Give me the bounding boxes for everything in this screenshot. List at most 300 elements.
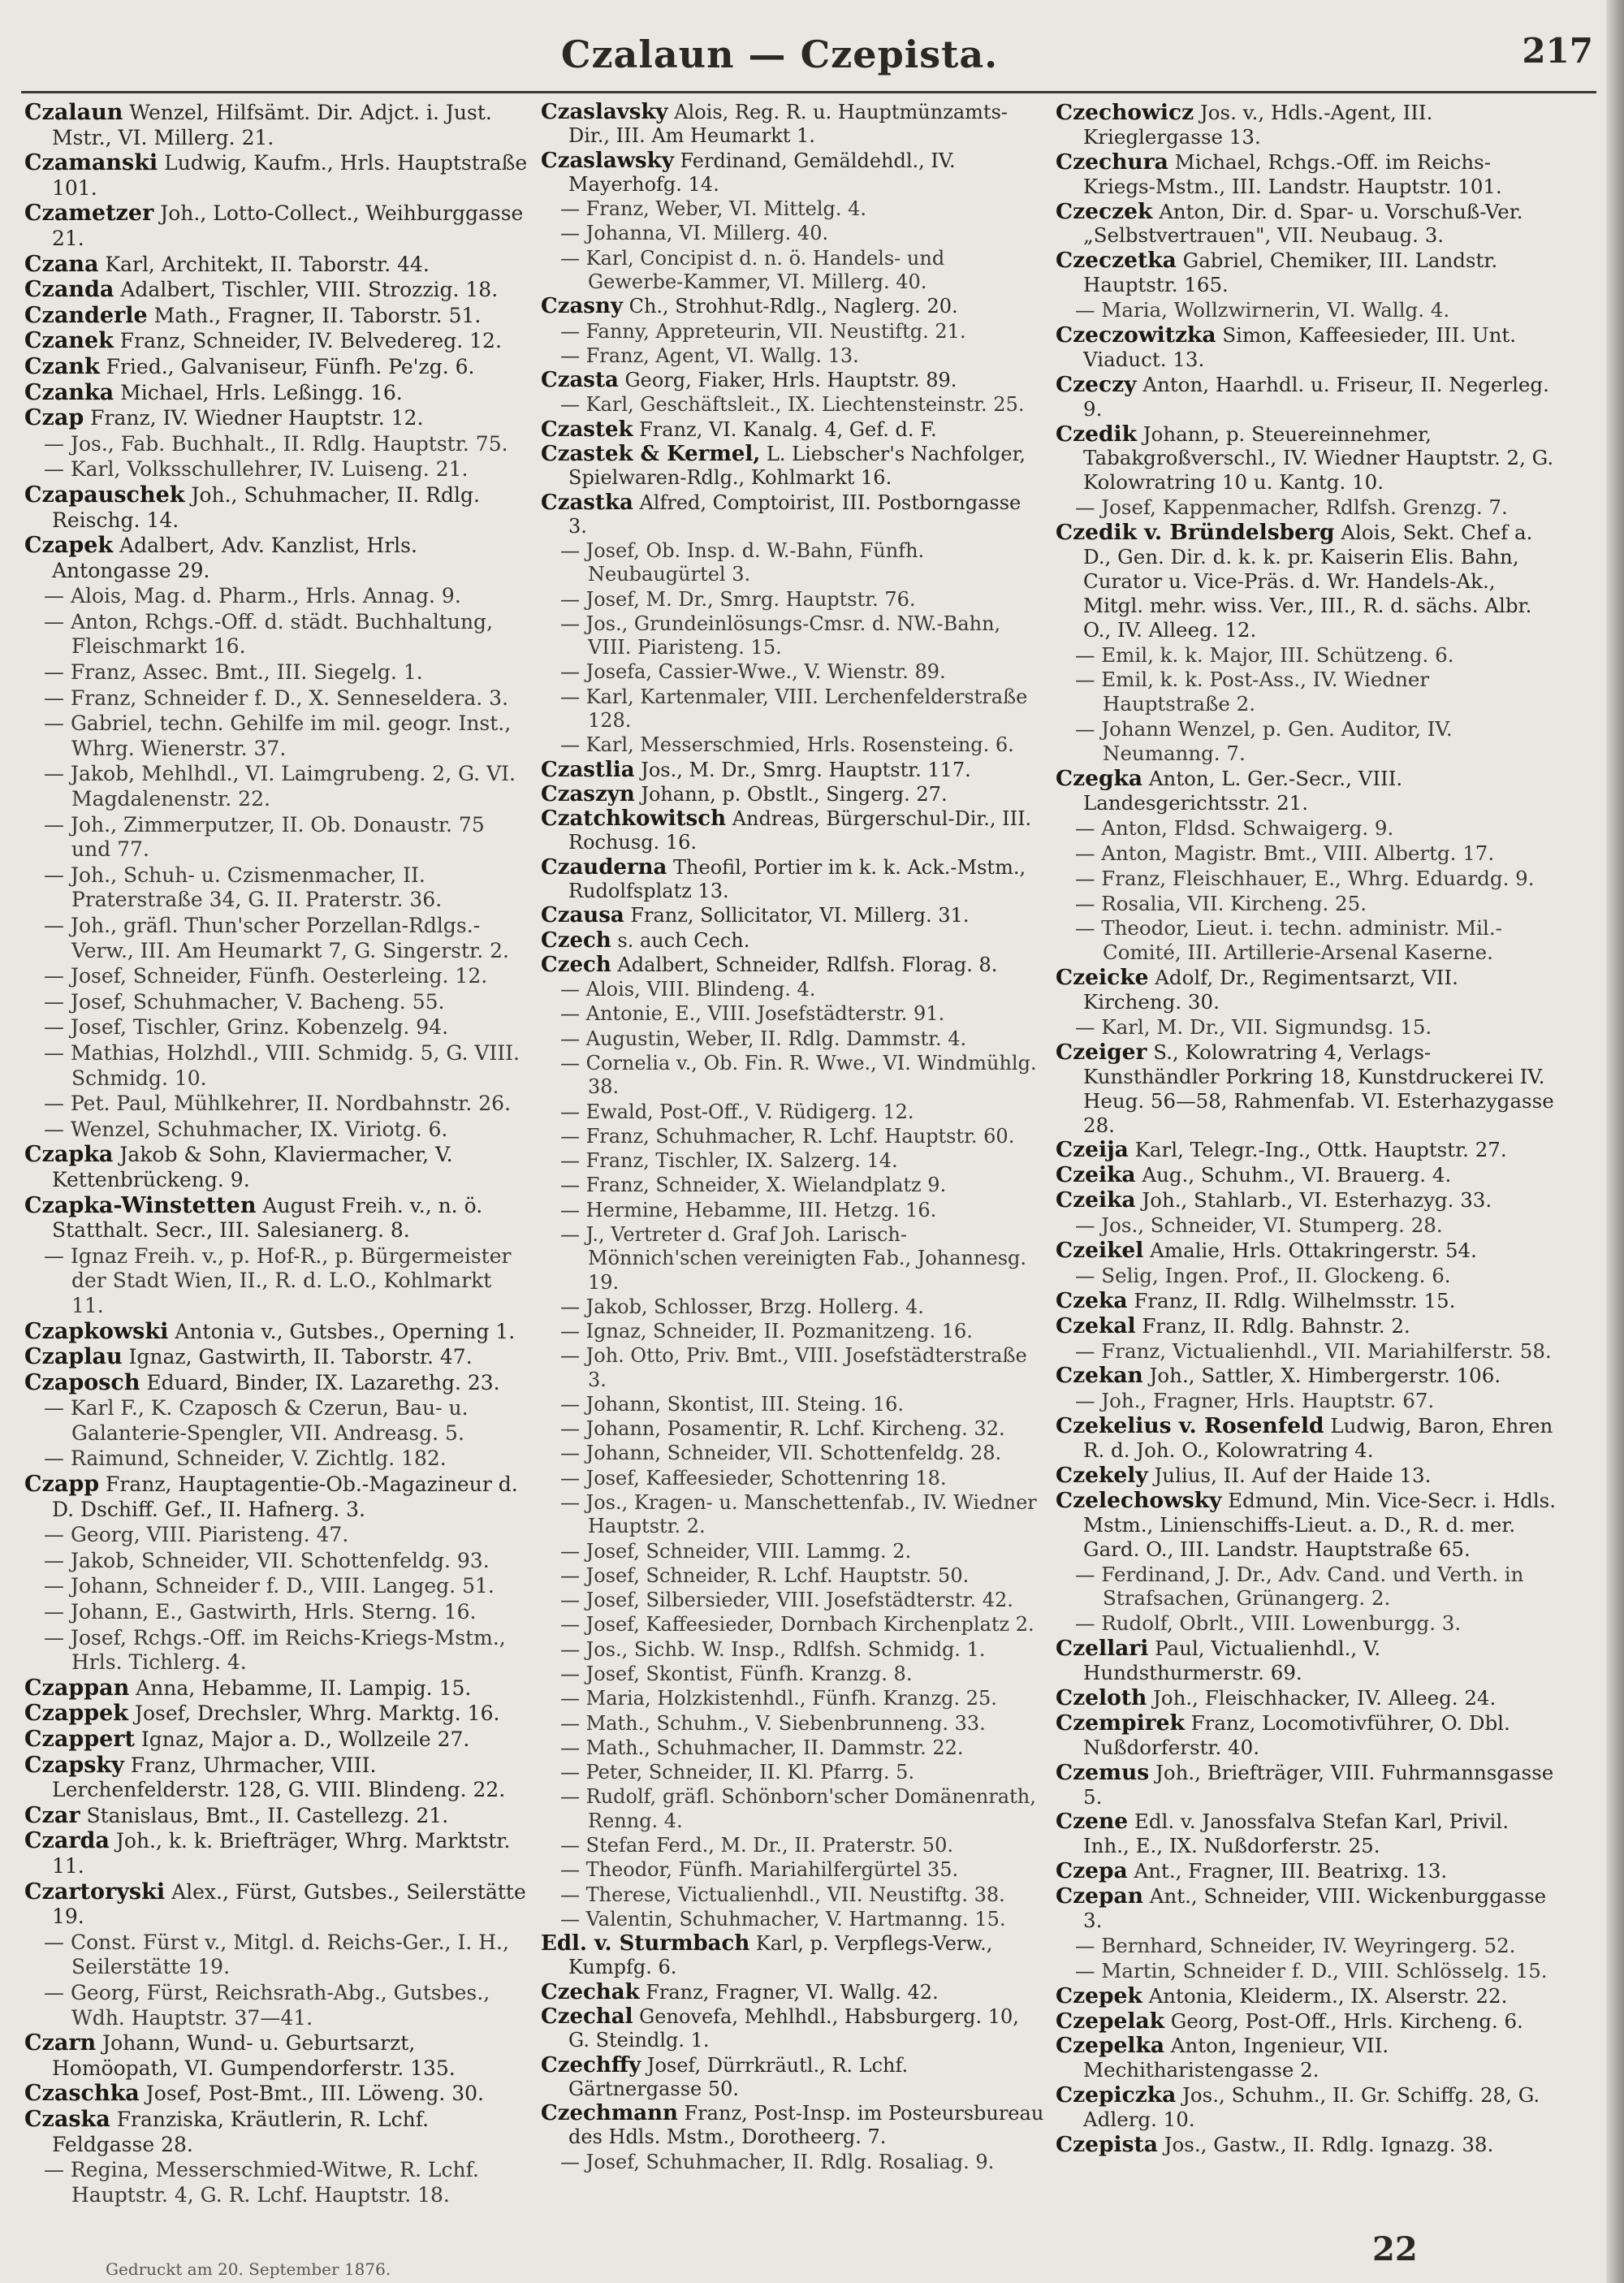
subentry-dash: — <box>560 197 586 221</box>
directory-subentry <box>1056 1339 1559 1364</box>
entry-surname: Czappek <box>24 1701 128 1727</box>
subentry-dash: — <box>560 1539 586 1563</box>
entry-details: Franziska, Kräutlerin, R. Lchf. Feldgasse 28. <box>52 2107 430 2156</box>
subentry-details: Gabriel, techn. Gehilfe im mil. geogr. Inst., Whrg. Wienerstr. 37. <box>70 711 512 760</box>
subentry-dash: — <box>44 609 71 633</box>
subentry-details: Hermine, Hebamme, III. Hetzg. 16. <box>585 1198 937 1221</box>
directory-subentry <box>24 1931 528 1980</box>
subentry-dash: — <box>560 978 586 1001</box>
directory-entry <box>24 381 528 406</box>
entry-details: Franz, Sollicitator, VI. Millerg. 31. <box>630 904 970 927</box>
directory-entry <box>24 534 528 583</box>
directory-entry <box>24 1880 528 1930</box>
directory-entry <box>1056 1040 1559 1138</box>
subentry-details: Peter, Schneider, II. Kl. Pfarrg. 5. <box>585 1761 915 1784</box>
subentry-details: Joh. Otto, Priv. Bmt., VIII. Josefstädterstraße 3. <box>585 1344 1027 1391</box>
directory-subentry <box>24 1600 528 1625</box>
entry-details: Antonia, Kleiderm., IX. Alserstr. 22. <box>1148 1983 1508 2008</box>
entry-details: Ant., Fragner, III. Beatrixg. 13. <box>1134 1859 1448 1883</box>
directory-subentry <box>1056 867 1559 891</box>
directory-subentry <box>1056 717 1559 766</box>
subentry-details: Franz, Schneider, X. Wielandplatz 9. <box>585 1174 947 1197</box>
subentry-dash: — <box>560 733 586 757</box>
subentry-details: Joh., Fragner, Hrls. Hauptstr. 67. <box>1101 1389 1435 1413</box>
subentry-details: Johann Wenzel, p. Gen. Auditor, IV. Neumanng. 7. <box>1101 717 1453 766</box>
subentry-dash: — <box>560 539 586 563</box>
subentry-details: Alois, VIII. Blindeng. 4. <box>585 978 816 1001</box>
entry-details: Anton, Dir. d. Spar- u. Vorschuß-Ver. „Selbstvertrauen", VII. Neubaug. 3. <box>1083 199 1523 248</box>
entry-surname: Czaszyn <box>541 781 635 806</box>
subentry-dash: — <box>44 660 71 685</box>
subentry-dash: — <box>44 1117 71 1141</box>
entry-details: Jos. v., Hdls.-Agent, III. Krieglergasse 13. <box>1083 101 1433 149</box>
directory-entry <box>1056 1859 1559 1883</box>
subentry-dash: — <box>1075 1389 1102 1413</box>
directory-subentry <box>541 320 1044 344</box>
entry-details: Franz, VI. Kanalg. 4, Gef. d. F. <box>639 417 937 441</box>
entry-details: Johann, p. Steuereinnehmer, Tabakgroßverschl., IV. Wiedner Hauptstr. 2, G. Kolowratring 10 u. Kantg. 10. <box>1083 422 1554 495</box>
directory-subentry <box>1056 668 1559 716</box>
directory-entry <box>24 1829 528 1879</box>
directory-subentry <box>541 1564 1044 1588</box>
subentry-dash: — <box>560 1833 586 1857</box>
entry-details: Johann, Wund- u. Geburtsarzt, Homöopath, VI. Gumpendorferstr. 135. <box>52 2031 456 2080</box>
entry-details: Joh., Sattler, X. Himbergerstr. 106. <box>1149 1364 1501 1388</box>
entry-details: Eduard, Binder, IX. Lazarethg. 23. <box>146 1370 500 1394</box>
entry-surname: Czappert <box>24 1727 135 1752</box>
entry-surname: Czepa <box>1056 1858 1128 1884</box>
entry-details: Franz, Uhrmacher, VIII. Lerchenfelderstr. 128, G. VIII. Blindeng. 22. <box>52 1753 506 1802</box>
directory-entry <box>1056 1414 1559 1463</box>
subentry-details: Johann, Schneider, VII. Schottenfeldg. 28. <box>585 1442 1002 1465</box>
entry-surname: Czarda <box>24 1828 110 1854</box>
entry-details: Adolf, Dr., Regimentsarzt, VII. Kircheng. 30. <box>1083 966 1458 1014</box>
subentry-details: Anton, Fldsd. Schwaigerg. 9. <box>1101 815 1394 840</box>
entry-surname: Czauderna <box>541 854 667 880</box>
directory-entry <box>24 1804 528 1829</box>
entry-surname: Czene <box>1056 1809 1129 1835</box>
directory-entry <box>541 1981 1044 2004</box>
subentry-details: Johann, Posamentir, R. Lchf. Kircheng. 32. <box>585 1417 1005 1441</box>
subentry-details: Fanny, Appreteurin, VII. Neustiftg. 21. <box>585 319 966 343</box>
directory-subentry <box>541 588 1044 612</box>
directory-entry <box>1056 521 1559 642</box>
print-date-note: Gedruckt am 20. September 1876. <box>106 2259 391 2279</box>
subentry-details: Josef, Schuhmacher, V. Bacheng. 55. <box>70 989 445 1014</box>
entry-details: Franz, Locomotivführer, O. Dbl. Nußdorferstr. 40. <box>1083 1710 1510 1759</box>
page-number: 217 <box>1522 31 1593 71</box>
subentry-details: Josef, Ob. Insp. d. W.-Bahn, Fünfh. Neubaugürtel 3. <box>585 539 925 586</box>
entry-details: Joh., Lotto-Collect., Weihburggasse 21. <box>52 201 524 250</box>
entry-surname: Czechowicz <box>1056 100 1194 125</box>
subentry-details: Antonie, E., VIII. Josefstädterstr. 91. <box>585 1002 945 1026</box>
directory-subentry <box>1056 892 1559 916</box>
directory-subentry <box>541 1712 1044 1736</box>
subentry-dash: — <box>44 431 71 456</box>
directory-subentry <box>541 1442 1044 1465</box>
directory-subentry <box>24 1396 528 1446</box>
directory-subentry <box>541 1858 1044 1882</box>
directory-entry <box>24 1320 528 1345</box>
entry-details: Genovefa, Mehlhdl., Habsburgerg. 10, G. Steindlg. 1. <box>568 2004 1019 2052</box>
subentry-dash: — <box>1075 1562 1102 1586</box>
directory-entry <box>24 253 528 278</box>
entry-surname: Czekely <box>1056 1462 1148 1488</box>
subentry-dash: — <box>560 1100 586 1123</box>
subentry-dash: — <box>560 1320 586 1343</box>
directory-entry <box>1056 101 1559 149</box>
entry-surname: Czepelka <box>1056 2033 1164 2059</box>
subentry-dash: — <box>44 914 71 937</box>
subentry-details: Math., Schuhm., V. Siebenbrunneng. 33. <box>585 1711 986 1735</box>
entry-surname: Czechak <box>541 1979 640 2004</box>
subentry-dash: — <box>560 1907 586 1931</box>
subentry-dash: — <box>560 1442 586 1465</box>
directory-entry <box>1056 1163 1559 1187</box>
subentry-details: Jos., Sichb. W. Insp., Rdlfsh. Schmidg. 1. <box>585 1637 986 1661</box>
entry-surname: Czanda <box>24 277 114 303</box>
directory-entry <box>1056 1984 1559 2008</box>
column-3 <box>1056 101 1559 2158</box>
entry-surname: Czeiger <box>1056 1039 1147 1065</box>
subentry-details: Theodor, Lieut. i. techn. administr. Mil.-Comité, III. Artillerie-Arsenal Kaserne. <box>1101 916 1502 965</box>
entry-details: Stanislaus, Bmt., II. Castellezg. 21. <box>86 1803 449 1827</box>
subentry-details: Rosalia, VII. Kircheng. 25. <box>1101 891 1367 915</box>
directory-entry <box>24 406 528 431</box>
subentry-details: Josef, Kaffeesieder, Dornbach Kirchenplatz 2. <box>585 1613 1034 1637</box>
entry-surname: Czapka <box>24 1142 114 1168</box>
entry-details: Math., Fragner, II. Taborstr. 51. <box>153 303 482 327</box>
subentry-dash: — <box>1075 1933 1102 1957</box>
entry-details: Joh., Briefträger, VIII. Fuhrmannsgasse 5. <box>1083 1760 1554 1809</box>
subentry-details: Joh., Zimmerputzer, II. Ob. Donaustr. 75 und 77. <box>70 812 485 862</box>
subentry-details: Johann, Skontist, III. Steing. 16. <box>585 1392 904 1416</box>
directory-entry <box>24 2031 528 2081</box>
entry-details: Adalbert, Schneider, Rdlfsh. Florag. 8. <box>617 953 998 976</box>
entry-details: Josef, Drechsler, Whrg. Marktg. 16. <box>134 1701 500 1726</box>
directory-subentry <box>541 978 1044 1001</box>
directory-entry <box>1056 249 1559 297</box>
directory-subentry <box>541 1223 1044 1295</box>
subentry-dash: — <box>560 1051 586 1074</box>
directory-entry <box>24 2082 528 2107</box>
entry-details: Jos., M. Dr., Smrg. Hauptstr. 117. <box>641 758 971 781</box>
entry-details: August Freih. v., n. ö. Statthalt. Secr., III. Salesianerg. 8. <box>52 1193 483 1243</box>
directory-subentry <box>1056 1563 1559 1611</box>
entry-surname: Czappan <box>24 1675 130 1701</box>
directory-subentry <box>1056 1959 1559 1983</box>
directory-subentry <box>24 1244 528 1319</box>
entry-details: Alois, Sekt. Chef a. D., Gen. Dir. d. k. k. pr. Kaiserin Elis. Bahn, Curator u. Vice-Präs. d. Wr. Handels-Ak., Mitgl. mehr. wiss. Ver., III., R. d. sächs. Albr. O., IV. Alleeg. 12. <box>1083 521 1533 642</box>
directory-subentry <box>24 863 528 913</box>
entry-surname: Czap <box>24 405 84 431</box>
directory-subentry <box>1056 1389 1559 1413</box>
directory-subentry <box>24 1549 528 1574</box>
subentry-details: Johanna, VI. Millerg. 40. <box>585 222 829 245</box>
subentry-details: Augustin, Weber, II. Rdlg. Dammstr. 4. <box>585 1027 967 1050</box>
subentry-details: Theodor, Fünfh. Mariahilfergürtel 35. <box>585 1858 959 1882</box>
entry-surname: Czeija <box>1056 1137 1129 1163</box>
entry-surname: Czeczetka <box>1056 248 1177 274</box>
directory-entry <box>1056 966 1559 1014</box>
directory-entry <box>1056 1711 1559 1760</box>
subentry-dash: — <box>44 1446 71 1471</box>
directory-subentry <box>541 1002 1044 1026</box>
subentry-dash: — <box>44 1396 71 1420</box>
subentry-details: Rudolf, Obrlt., VIII. Lowenburgg. 3. <box>1101 1611 1462 1636</box>
directory-subentry <box>1056 1213 1559 1238</box>
subentry-details: Jakob, Mehlhdl., VI. Laimgrubeng. 2, G. VI. Magdalenenstr. 22. <box>70 762 516 811</box>
entry-details: Franz, II. Rdlg. Wilhelmsstr. 15. <box>1134 1288 1456 1312</box>
subentry-dash: — <box>560 1198 586 1221</box>
directory-entry <box>541 953 1044 977</box>
subentry-details: Ignaz, Schneider, II. Pozmanitzeng. 16. <box>585 1320 973 1343</box>
entry-details: Joh., Fleischhacker, IV. Alleeg. 24. <box>1153 1686 1497 1710</box>
directory-entry <box>1056 150 1559 199</box>
directory-entry <box>541 856 1044 904</box>
subentry-dash: — <box>44 989 71 1014</box>
directory-subentry <box>541 1663 1044 1686</box>
subentry-details: Anton, Magistr. Bmt., VIII. Albertg. 17. <box>1101 841 1495 865</box>
subentry-dash: — <box>44 1243 71 1268</box>
directory-entry <box>541 491 1044 539</box>
directory-subentry <box>541 1687 1044 1710</box>
subentry-details: Karl, Geschäftsleit., IX. Liechtensteinstr. 25. <box>585 393 1025 417</box>
directory-entry <box>1056 1314 1559 1338</box>
entry-surname: Czepista <box>1056 2132 1158 2158</box>
directory-subentry <box>24 964 528 989</box>
directory-subentry <box>541 1491 1044 1539</box>
directory-subentry <box>24 1523 528 1548</box>
entry-details: Karl, p. Verpflegs-Verw., Kumpfg. 6. <box>568 1932 993 1979</box>
directory-subentry <box>24 610 528 659</box>
directory-entry <box>541 418 1044 442</box>
subentry-dash: — <box>44 1523 71 1547</box>
subentry-details: Josef, Tischler, Grinz. Kobenzelg. 94. <box>70 1015 449 1040</box>
directory-entry <box>24 2108 528 2157</box>
entry-details: Ignaz, Major a. D., Wollzeile 27. <box>140 1727 470 1751</box>
directory-subentry <box>24 1626 528 1675</box>
entry-details: Gabriel, Chemiker, III. Landstr. Hauptstr. 165. <box>1083 249 1498 297</box>
entry-details: Josef, Dürrkräutl., R. Lchf. Gärtnergasse 50. <box>568 2053 909 2100</box>
directory-entry <box>541 2054 1044 2102</box>
directory-entry <box>1056 1289 1559 1313</box>
directory-entry <box>24 1472 528 1522</box>
entry-details: Fried., Galvaniseur, Fünfh. Pe'zg. 6. <box>106 354 475 378</box>
entry-surname: Czekan <box>1056 1363 1143 1389</box>
subentry-details: Alois, Mag. d. Pharm., Hrls. Annag. 9. <box>70 584 461 608</box>
entry-details: Anton, Haarhdl. u. Friseur, II. Negerleg. 9. <box>1083 372 1549 421</box>
subentry-dash: — <box>1075 1014 1102 1039</box>
directory-entry <box>24 201 528 251</box>
directory-subentry <box>24 584 528 609</box>
entry-surname: Czechura <box>1056 149 1168 175</box>
directory-entry <box>541 759 1044 782</box>
entry-details: Julius, II. Auf der Haide 13. <box>1154 1463 1432 1487</box>
subentry-dash: — <box>560 1027 586 1050</box>
entry-details: Jakob & Sohn, Klaviermacher, V. Kettenbrückeng. 9. <box>52 1143 453 1191</box>
directory-entry <box>24 304 528 329</box>
subentry-details: Josef, Skontist, Fünfh. Kranzg. 8. <box>585 1663 913 1685</box>
entry-surname: Czanek <box>24 328 114 354</box>
directory-subentry <box>541 1761 1044 1784</box>
entry-surname: Czemus <box>1056 1759 1150 1785</box>
subentry-dash: — <box>44 762 71 786</box>
entry-surname: Czeczy <box>1056 371 1137 397</box>
subentry-details: Wenzel, Schuhmacher, IX. Viriotg. 6. <box>70 1117 448 1141</box>
subentry-dash: — <box>1075 1611 1102 1636</box>
entry-details: Aug., Schuhm., VI. Brauerg. 4. <box>1142 1163 1452 1187</box>
directory-entry <box>541 2102 1044 2150</box>
subentry-details: Therese, Victualienhdl., VII. Neustiftg. 38. <box>585 1883 1005 1906</box>
entry-details: Ludwig, Baron, Ehren R. d. Joh. O., Kolowratring 4. <box>1083 1414 1553 1463</box>
subentry-dash: — <box>560 1785 586 1809</box>
entry-surname: Czedik v. Bründelsberg <box>1056 520 1335 546</box>
subentry-dash: — <box>1075 298 1102 322</box>
signature-mark: 22 <box>1372 2230 1418 2268</box>
subentry-dash: — <box>560 1124 586 1148</box>
directory-subentry <box>1056 841 1559 866</box>
directory-entry <box>541 904 1044 927</box>
directory-entry <box>24 483 528 533</box>
entry-details: Alois, Reg. R. u. Hauptmünzamts-Dir., III. Am Heumarkt 1. <box>568 101 1008 148</box>
subentry-dash: — <box>1075 1213 1102 1238</box>
directory-subentry <box>541 1785 1044 1833</box>
entry-details: Franz, IV. Wiedner Hauptstr. 12. <box>90 406 424 430</box>
subentry-details: Franz, Assec. Bmt., III. Siegelg. 1. <box>70 660 423 685</box>
entry-surname: Czapka-Winstetten <box>24 1192 257 1218</box>
subentry-dash: — <box>44 1600 71 1624</box>
entry-surname: Czech <box>541 952 611 977</box>
subentry-details: Franz, Fleischhauer, E., Whrg. Eduardg. 9. <box>1101 866 1535 890</box>
entry-details: Georg, Fiaker, Hrls. Hauptstr. 89. <box>624 369 957 392</box>
directory-subentry <box>24 711 528 761</box>
directory-subentry <box>24 990 528 1015</box>
subentry-details: Jos., Grundeinlösungs-Cmsr. d. NW.-Bahn, VIII. Piaristeng. 15. <box>585 612 1001 659</box>
directory-entry <box>541 807 1044 855</box>
entry-surname: Czeka <box>1056 1287 1128 1313</box>
directory-subentry <box>1056 495 1559 520</box>
subentry-dash: — <box>560 1417 586 1441</box>
entry-details: Alfred, Comptoirist, III. Postborngasse 3. <box>568 491 1021 538</box>
directory-entry <box>541 295 1044 318</box>
entry-surname: Czanka <box>24 379 114 405</box>
entry-details: Wenzel, Hilfsämt. Dir. Adjct. i. Just. Mstr., VI. Millerg. 21. <box>52 101 492 149</box>
directory-entry <box>1056 1138 1559 1162</box>
subentry-details: Franz, Victualienhdl., VII. Mariahilferstr. 58. <box>1101 1338 1552 1363</box>
directory-subentry <box>541 1125 1044 1148</box>
directory-entry <box>24 1371 528 1396</box>
subentry-details: Const. Fürst v., Mitgl. d. Reichs-Ger., I. H., Seilerstätte 19. <box>70 1930 509 1979</box>
entry-surname: Czepelak <box>1056 2008 1164 2034</box>
entry-surname: Czech <box>541 927 611 953</box>
subentry-details: Franz, Weber, VI. Mittelg. 4. <box>585 197 867 221</box>
directory-entry <box>24 1194 528 1243</box>
directory-subentry <box>541 1589 1044 1612</box>
entry-details: Joh., k. k. Briefträger, Whrg. Marktstr. 11. <box>52 1829 511 1878</box>
entry-surname: Czatchkowitsch <box>541 806 727 832</box>
entry-surname: Czepiczka <box>1056 2082 1177 2108</box>
subentry-dash: — <box>560 1392 586 1416</box>
directory-entry <box>541 101 1044 149</box>
directory-subentry <box>541 1883 1044 1907</box>
subentry-dash: — <box>560 2150 586 2173</box>
subentry-dash: — <box>560 1563 586 1587</box>
entry-details: Amalie, Hrls. Ottakringerstr. 54. <box>1150 1238 1477 1262</box>
entry-details: Ignaz, Gastwirth, II. Taborstr. 47. <box>128 1345 473 1369</box>
entry-details: Adalbert, Adv. Kanzlist, Hrls. Antongasse 29. <box>52 534 417 582</box>
directory-entry <box>1056 1364 1559 1388</box>
entry-surname: Czank <box>24 353 100 379</box>
directory-subentry <box>24 686 528 711</box>
entry-surname: Czasta <box>541 368 619 393</box>
subentry-details: Georg, Fürst, Reichsrath-Abg., Gutsbes., Wdh. Hauptstr. 37—41. <box>70 1980 490 2030</box>
entry-surname: Czarn <box>24 2030 97 2056</box>
directory-subentry <box>24 1092 528 1117</box>
entry-surname: Czametzer <box>24 201 154 227</box>
subentry-dash: — <box>44 863 71 887</box>
directory-subentry <box>24 457 528 482</box>
directory-entry <box>24 329 528 354</box>
subentry-dash: — <box>1075 668 1102 692</box>
entry-details: Ant., Schneider, VIII. Wickenburggasse 3. <box>1083 1884 1547 1933</box>
entry-surname: Czastka <box>541 490 633 515</box>
entry-surname: Czalaun <box>24 100 123 125</box>
subentry-details: Valentin, Schuhmacher, V. Hartmanng. 15. <box>585 1907 1006 1931</box>
directory-subentry <box>541 612 1044 660</box>
subentry-dash: — <box>560 1002 586 1026</box>
directory-subentry <box>24 432 528 457</box>
subentry-dash: — <box>44 457 71 482</box>
entry-details: Michael, Hrls. Leßingg. 16. <box>120 380 403 404</box>
entry-details: Ludwig, Kaufm., Hrls. Hauptstraße 101. <box>52 151 528 200</box>
directory-entry <box>541 783 1044 806</box>
subentry-dash: — <box>560 1466 586 1490</box>
page-edge-shadow <box>1606 0 1624 2283</box>
entry-surname: Czechmann <box>541 2101 678 2126</box>
subentry-details: Josef, Rchgs.-Off. im Reichs-Kriegs-Mstm., Hrls. Tichlerg. 4. <box>70 1625 506 1675</box>
directory-subentry <box>541 344 1044 368</box>
directory-entry <box>1056 767 1559 815</box>
directory-entry <box>1056 2009 1559 2034</box>
directory-subentry <box>24 660 528 685</box>
subentry-dash: — <box>560 393 586 417</box>
entry-details: Simon, Kaffeesieder, III. Unt. Viaduct. 13. <box>1083 323 1516 371</box>
subentry-dash: — <box>44 812 71 837</box>
subentry-dash: — <box>560 1344 586 1368</box>
directory-subentry <box>541 1199 1044 1222</box>
entry-surname: Czapsky <box>24 1752 124 1778</box>
entry-details: S., Kolowratring 4, Verlags-Kunsthändler Porkring 18, Kunstdruckerei IV. Heug. 56—58, Rahmenfab. VI. Esterhazygasse 28. <box>1083 1040 1554 1137</box>
directory-subentry <box>1056 1611 1559 1636</box>
subentry-details: Mathias, Holzhdl., VIII. Schmidg. 5, G. VIII. Schmidg. 10. <box>70 1040 520 1090</box>
entry-surname: Czechffy <box>541 2052 641 2078</box>
subentry-details: Josef, Schneider, VIII. Lammg. 2. <box>585 1539 912 1563</box>
subentry-dash: — <box>560 222 586 245</box>
entry-details: Anna, Hebamme, II. Lampig. 15. <box>136 1675 472 1700</box>
subentry-dash: — <box>560 1613 586 1637</box>
directory-entry <box>1056 2083 1559 2132</box>
entry-surname: Czekal <box>1056 1312 1136 1338</box>
entry-surname: Czeika <box>1056 1162 1136 1188</box>
subentry-dash: — <box>560 246 586 270</box>
entry-details: Michael, Rchgs.-Off. im Reichs-Kriegs-Mstm., III. Landstr. Hauptstr. 101. <box>1083 149 1502 198</box>
subentry-details: Pet. Paul, Mühlkehrer, II. Nordbahnstr. 26. <box>70 1092 512 1116</box>
entry-details: Andreas, Bürgerschul-Dir., III. Rochusg. 16. <box>568 807 1032 854</box>
entry-details: s. auch Cech. <box>617 928 750 952</box>
directory-subentry <box>541 1320 1044 1343</box>
entry-surname: Czaslawsky <box>541 148 674 173</box>
